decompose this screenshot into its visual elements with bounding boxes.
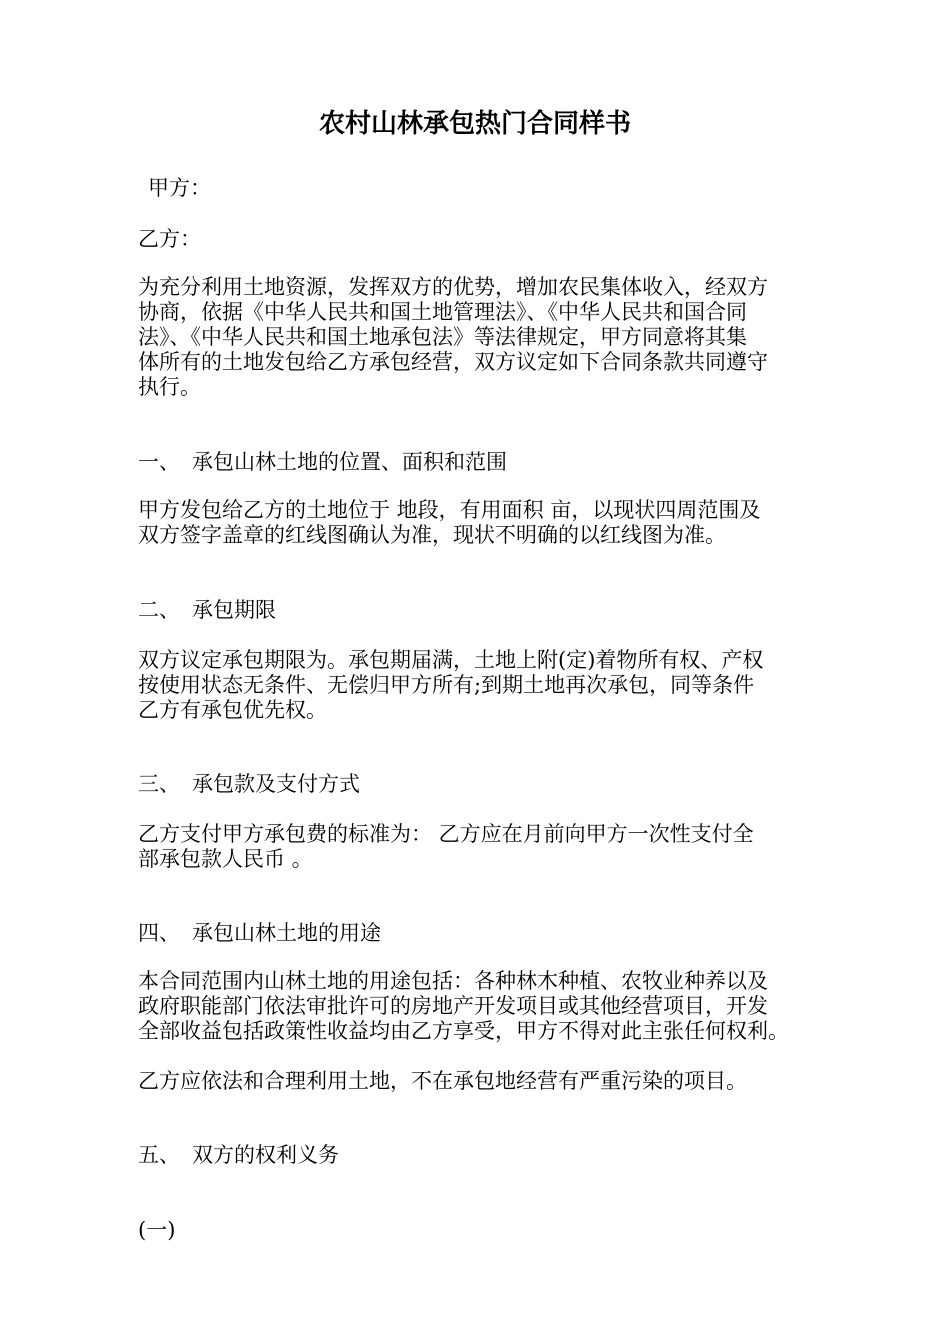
section-number: 三、 <box>138 772 180 796</box>
section-number: 一、 <box>138 450 180 474</box>
paragraph-line: 部承包款人民币 。 <box>138 847 313 871</box>
intro-paragraph <box>138 275 828 400</box>
intro-line: 协商，依据《中华人民共和国土地管理法》、《中华人民共和国合同 <box>138 300 747 324</box>
intro-line: 为充分利用土地资源，发挥双方的优势，增加农民集体收入，经双方 <box>138 275 768 299</box>
section-number: 二、 <box>138 598 180 622</box>
party-b-label: 乙方： <box>138 227 201 251</box>
section-heading-3 <box>138 772 828 797</box>
paragraph-line: 乙方支付甲方承包费的标准为： 乙方应在月前向甲方一次性支付全 <box>138 822 754 846</box>
section-heading-1 <box>138 450 828 475</box>
section-heading-2 <box>138 598 828 623</box>
paragraph-line: 双方签字盖章的红线图确认为准，现状不明确的以红线图为准。 <box>138 523 726 547</box>
section-1-paragraph <box>138 498 828 548</box>
intro-line: 法》、《中华人民共和国土地承包法》等法律规定，甲方同意将其集 <box>138 325 747 349</box>
paragraph-line: 本合同范围内山林土地的用途包括：各种林木种植、农牧业种养以及 <box>138 969 768 993</box>
section-title: 承包款及支付方式 <box>192 772 360 796</box>
section-title: 双方的权利义务 <box>192 1143 339 1167</box>
section-number: 五、 <box>138 1143 180 1167</box>
section-4-paragraph <box>138 1069 828 1094</box>
subsection-label: (一) <box>138 1218 176 1242</box>
paragraph-line: 全部收益包括政策性收益均由乙方享受，甲方不得对此主张任何权利。 <box>138 1019 789 1043</box>
paragraph-line: 政府职能部门依法审批许可的房地产开发项目或其他经营项目，开发 <box>138 994 768 1018</box>
party-a-label: 甲方： <box>148 176 211 200</box>
paragraph-line: 乙方应依法和合理利用土地，不在承包地经营有严重污染的项目。 <box>138 1069 747 1093</box>
section-title: 承包山林土地的用途 <box>192 921 381 945</box>
paragraph-line: 乙方有承包优先权。 <box>138 698 327 722</box>
intro-line: 执行。 <box>138 375 201 399</box>
paragraph-line: 按使用状态无条件、无偿归甲方所有;到期土地再次承包，同等条件 <box>138 673 755 697</box>
section-heading-4 <box>138 921 828 946</box>
section-number: 四、 <box>138 921 180 945</box>
paragraph-line: 双方议定承包期限为。承包期届满，土地上附(定)着物所有权、产权 <box>138 648 764 672</box>
section-4-paragraph <box>138 969 828 1044</box>
section-title: 承包期限 <box>192 598 276 622</box>
intro-line: 体所有的土地发包给乙方承包经营，双方议定如下合同条款共同遵守 <box>138 350 768 374</box>
section-title: 承包山林土地的位置、面积和范围 <box>192 450 507 474</box>
section-heading-5 <box>138 1143 828 1168</box>
section-3-paragraph <box>138 822 828 872</box>
paragraph-line: 甲方发包给乙方的土地位于 地段，有用面积 亩，以现状四周范围及 <box>138 498 761 522</box>
document-title: 农村山林承包热门合同样书 <box>318 109 631 139</box>
section-2-paragraph <box>138 648 828 723</box>
